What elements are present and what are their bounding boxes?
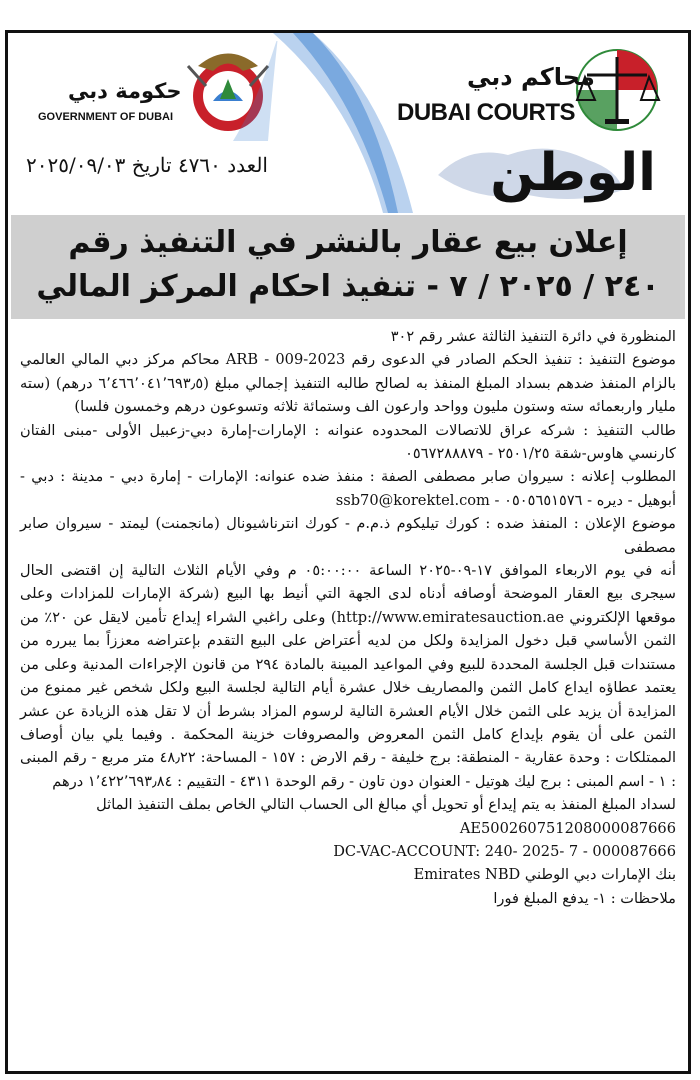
advertisement-frame	[5, 30, 691, 1074]
blue-ribbon-decoration	[273, 33, 413, 213]
body-line-7: لسداد المبلغ المنفذ به يتم إيداع أو تحويل أي مبالغ الى الحساب التالي الخاص بملف التنفيذ الماثل	[96, 796, 676, 814]
government-of-dubai-logo	[28, 41, 278, 141]
government-arabic: حكومة دبي	[68, 79, 182, 103]
body-line-1: المنظورة في دائرة التنفيذ الثالثة عشر رقم ٣٠٢	[390, 328, 676, 345]
dubai-courts-english: DUBAI COURTS	[397, 99, 575, 126]
title-line-1: إعلان بيع عقار بالنشر في التنفيذ رقم	[68, 225, 628, 260]
newspaper-name: الوطن	[490, 143, 656, 203]
bank-name: بنك الإمارات دبي الوطني Emirates NBD	[413, 866, 676, 884]
notes: ملاحظات : ١- يدفع المبلغ فورا	[493, 889, 676, 907]
body-line-3: طالب التنفيذ : شركه عراق للاتصالات المحدوده عنوانه : الإمارات-إمارة دبي-زعبيل الأولى -مبنى الفتان كارنسي هاوس-شقة ٢٥٠١/٢٥ - ٠٥٦٧٢٨٨٨٧٩	[20, 421, 676, 463]
title-line-2: ٢٤٠ / ٢٠٢٥ / ٧ - تنفيذ احكام المركز المالي	[36, 269, 660, 304]
body-line-5: موضوع الإعلان : المنفذ ضده : كورك تيليكوم ذ.م.م - كورك انترناشيونال (مانجمنت) ليمتد - سيروان صابر مصطفى	[20, 515, 676, 556]
title-banner	[11, 215, 685, 319]
account-number: DC-VAC-ACCOUNT: 240- 2025- 7 - 000087666	[333, 842, 676, 860]
dubai-courts-logo	[397, 45, 662, 135]
body-line-2: موضوع التنفيذ : تنفيذ الحكم الصادر في الدعوى رقم 2023-009 - ARB محاكم مركز دبي المالي العالمي بالزام المنفذ ضدهم بسداد المبلغ المنفذ به لصالح طالبه التنفيذ إجمالي مبلغ (٦٬٤٦٦٬٠٤١٬٦٩٣٫٥ درهم) (سته مليار واربعمائه سته وستون مليون وواحد وارعون الف وستمائة ثلاثه وتسوعون درهم وخمسون فلسا)	[20, 351, 677, 416]
government-english: GOVERNMENT OF DUBAI	[38, 111, 174, 123]
notice-body	[20, 325, 676, 910]
dubai-courts-arabic: محاكم دبي	[467, 63, 595, 91]
body-line-6: أنه في يوم الاربعاء الموافق ١٧-٠٩-٢٠٢٥ الساعة ٠٥:٠٠:٠٠ م وفي الأيام الثلاث التالية إن اقتضى الحال سيجرى بيع العقار الموضحة أوصافه أدناه لدى الجهة التي أنيط بها البيع (شركة الإمارات للمزادات وعلى موقعها الإلكتروني http://www.emiratesauction.ae) وعلى راغبي الشراء إيداع تأمين لايقل عن ٢٠٪ من الثمن الأساسي قبل دخول المزايدة ولكل من لديه أعتراض على البيع التقدم بإعتراضه معززاً بما يبرره من مستندات قبل الجلسة المحددة للبيع وفي المواعيد المبينة بالمادة ٢٩٤ من قانون الإجراءات المدنية وعلى من يعتمد عطاؤه ايداع كامل الثمن والمصاريف خلال عشرة أيام التالية لجلسة البيع ولكل شخص غير ممنوع من المزايدة أن يزيد على الثمن خلال الأيام العشرة التالية لرسوم المزاد بشرط أن لا تقل هذه الزيادة عن عشر الثمن على أن يقوم بإيداع كامل الثمن المعروض والمصروفات خزينة المحكمة . وفيما يلي بيان أوصاف الممتلكات : وحدة عقارية - المنطقة: برج خليفة - رقم الارض : ١٥٧ - المساحة: ٤٨٫٢٢ متر مربع - رقم المبنى : ١ - اسم المبنى : برج ليك هوتيل - العنوان دون تاون - رقم الوحدة ٤٣١١ - التقييم : ١٬٤٢٢٬٦٩٣٫٨٤ درهم	[20, 562, 677, 790]
header	[8, 33, 688, 213]
body-line-4: المطلوب إعلانه : سيروان صابر مصطفى الصفة : منفذ ضده عنوانه: الإمارات - إمارة دبي - مدينة : دبي - أبوهيل - ديره - ٠٥٠٥٦٥١٥٧٦ - ssb70@korektel.com	[20, 468, 676, 509]
iban: AE500260751208000087666	[459, 819, 676, 837]
issue-number-date: العدد ٤٧٦٠ تاريخ ٢٠٢٥/٠٩/٠٣	[26, 153, 268, 177]
